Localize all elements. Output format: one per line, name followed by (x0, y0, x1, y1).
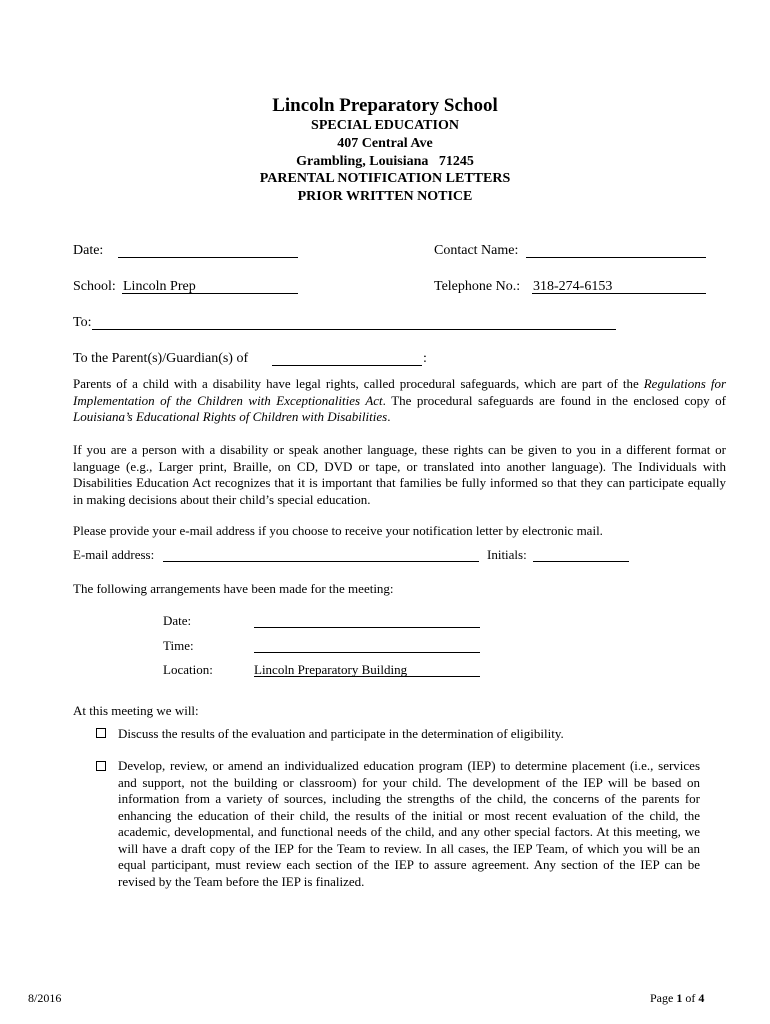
regulations-title: Regulations for Implementation of the Children with Exceptionalities Act (73, 376, 727, 408)
contact-name-field[interactable] (526, 245, 706, 258)
meeting-location-label: Location: (163, 662, 213, 677)
date-label: Date: (73, 243, 104, 258)
meeting-date-field[interactable] (254, 615, 480, 628)
email-field[interactable] (163, 549, 479, 562)
date-field[interactable] (118, 245, 298, 258)
parents-field[interactable] (272, 353, 422, 366)
city-line: Grambling, Louisiana 71245 (296, 154, 474, 169)
department: SPECIAL EDUCATION (311, 118, 459, 133)
telephone-label: Telephone No.: (434, 279, 521, 294)
school-label: School: (73, 279, 116, 294)
address-line: 407 Central Ave (337, 136, 433, 151)
telephone-value: 318-274-6153 (533, 279, 613, 294)
page-number: Page 1 of 4 (650, 991, 705, 1005)
to-label: To: (73, 315, 92, 330)
agenda-item-iep: Develop, review, or amend an individualized education program (IEP) to determine placement (i.e., services and support, not the building or classroom) for your child. The development of the IEP will be based on information from a variety of sources, including the strengths of the child, the concerns of the parents for enhancing the education of their child, the results of the initial or most recent evaluation of the child, the academic, developmental, and functional needs of the child, and any other special factors. At this meeting, we will have a draft copy of the IEP for the Team to review. In all cases, the IEP Team, of which you will be an equal participant, must review each section of the IEP to assure agreement. Any section of the IEP can be revised by the Team before the IEP is finalized. (118, 758, 700, 889)
arrangements-text: The following arrangements have been made for the meeting: (73, 581, 394, 596)
footer-date: 8/2016 (28, 991, 62, 1005)
doc-subtitle: PRIOR WRITTEN NOTICE (297, 189, 473, 204)
checkbox-iep[interactable] (96, 761, 106, 771)
parents-colon: : (423, 351, 427, 366)
parents-label: To the Parent(s)/Guardian(s) of (73, 351, 249, 366)
to-field[interactable] (92, 317, 616, 330)
safeguards-paragraph: Parents of a child with a disability have legal rights, called procedural safeguards, which are part of the Regulations for Implementation of the Children with Exceptionalities Act. The procedural safeguards are found in the enclosed copy of Louisiana’s Educational Rights of Children with Disabilities. (73, 376, 727, 424)
agenda-item-eligibility: Discuss the results of the evaluation and participate in the determination of eligibility. (118, 726, 564, 741)
agenda-intro: At this meeting we will: (73, 703, 199, 718)
checkbox-eligibility[interactable] (96, 728, 106, 738)
school-name: Lincoln Preparatory School (272, 95, 498, 116)
initials-field[interactable] (533, 549, 629, 562)
accessibility-paragraph: If you are a person with a disability or speak another language, these rights can be given to you in a different format or language (e.g., Larger print, Braille, on CD, DVD or tape, or translated into another language). The Individuals with Disabilities Education Act recognizes that it is important that families be fully informed so that they can participate equally in making decisions about their child’s special education. (73, 442, 726, 507)
initials-label: Initials: (487, 547, 527, 562)
meeting-location-value: Lincoln Preparatory Building (254, 662, 408, 677)
email-request-text: Please provide your e-mail address if you choose to receive your notification letter by electronic mail. (73, 523, 603, 538)
meeting-date-label: Date: (163, 613, 192, 628)
contact-name-label: Contact Name: (434, 243, 519, 258)
doc-type: PARENTAL NOTIFICATION LETTERS (259, 171, 511, 186)
email-label: E-mail address: (73, 547, 155, 562)
school-value: Lincoln Prep (123, 279, 196, 294)
meeting-time-field[interactable] (254, 640, 480, 653)
meeting-time-label: Time: (163, 638, 194, 653)
rights-booklet-title: Louisiana’s Educational Rights of Children with Disabilities (73, 409, 388, 424)
